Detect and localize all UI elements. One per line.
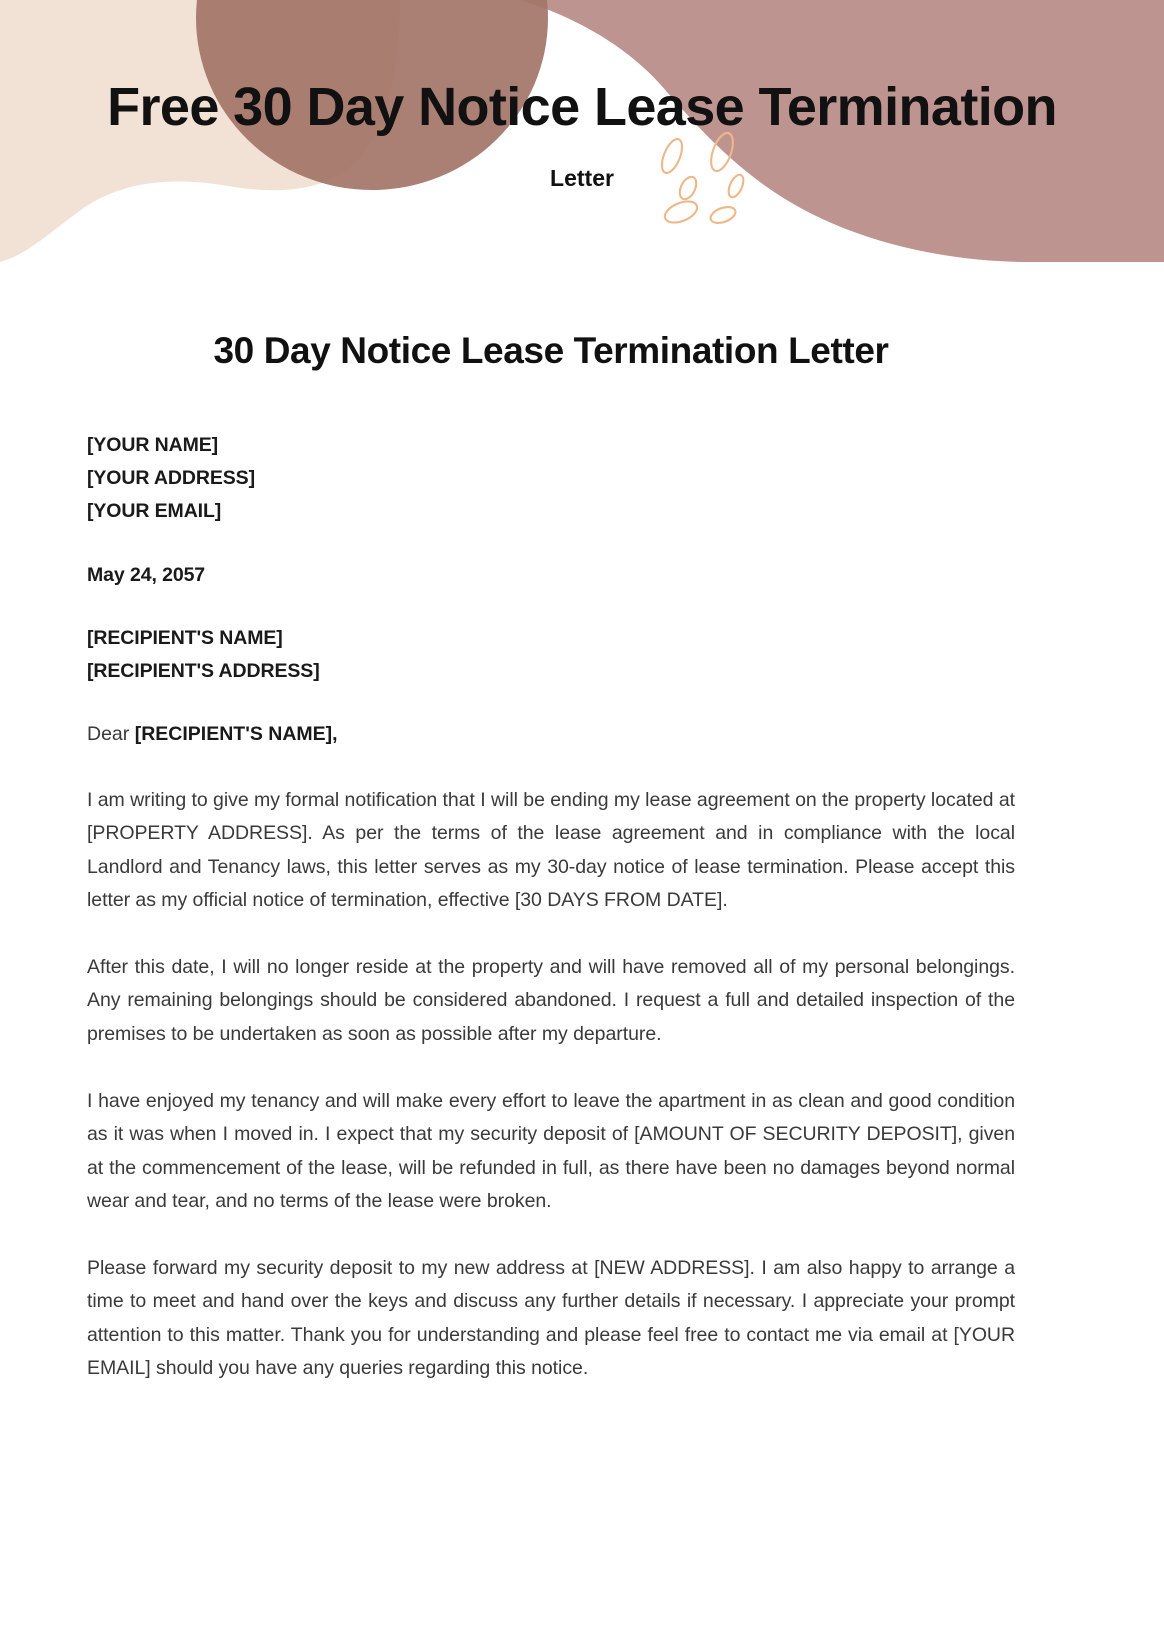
sender-address: [YOUR ADDRESS] <box>87 466 255 489</box>
letter-document <box>87 330 1015 1386</box>
body-paragraph-1: I am writing to give my formal notification that I will be ending my lease agreement on the property located at [PROPERTY ADDRESS]. As per the terms of the lease agreement and in compliance with the local Landlord and Tenancy laws, this letter serves as my 30-day notice of lease termination. Please accept this letter as my official notice of termination, effective [30 DAYS FROM DATE]. <box>87 788 1015 912</box>
letter-date: May 24, 2057 <box>87 563 206 586</box>
document-heading: 30 Day Notice Lease Termination Letter <box>213 330 889 371</box>
salutation-greeting: Dear <box>87 722 130 745</box>
date-block <box>87 559 1015 592</box>
body-paragraph-3: I have enjoyed my tenancy and will make every effort to leave the apartment in as clean and good condition as it was when I moved in. I expect that my security deposit of [AMOUNT OF SECURITY DEPOSIT], given at the commencement of the lease, will be refunded in full, as there have been no damages beyond normal wear and tear, and no terms of the lease were broken. <box>87 1089 1015 1213</box>
sender-name: [YOUR NAME] <box>87 433 219 456</box>
body-paragraph-4: Please forward my security deposit to my new address at [NEW ADDRESS]. I am also happy to arrange a time to meet and hand over the keys and discuss any further details if necessary. I appreciate your prompt attention to this matter. Thank you for understanding and please feel free to contact me via email at [YOUR EMAIL] should you have any queries regarding this notice. <box>87 1256 1015 1380</box>
salutation-recipient-name: [RECIPIENT'S NAME], <box>134 722 338 745</box>
banner-subtitle: Letter <box>550 165 614 191</box>
recipient-address: [RECIPIENT'S ADDRESS] <box>87 660 320 683</box>
header-banner <box>0 0 1164 262</box>
body-paragraph-2: After this date, I will no longer reside at the property and will have removed all of my personal belongings. Any remaining belongings should be considered abandoned. I request a full and detailed inspection of the premises to be undertaken as soon as possible after my departure. <box>87 955 1015 1045</box>
sender-block <box>87 429 1015 529</box>
oval-doodle-6 <box>708 204 737 226</box>
banner-title: Free 30 Day Notice Lease Termination <box>107 77 1057 137</box>
recipient-block <box>87 622 1015 689</box>
sender-email: [YOUR EMAIL] <box>87 500 222 523</box>
salutation-line <box>87 719 1015 750</box>
recipient-name: [RECIPIENT'S NAME] <box>87 626 283 649</box>
oval-doodle-5 <box>662 197 700 226</box>
